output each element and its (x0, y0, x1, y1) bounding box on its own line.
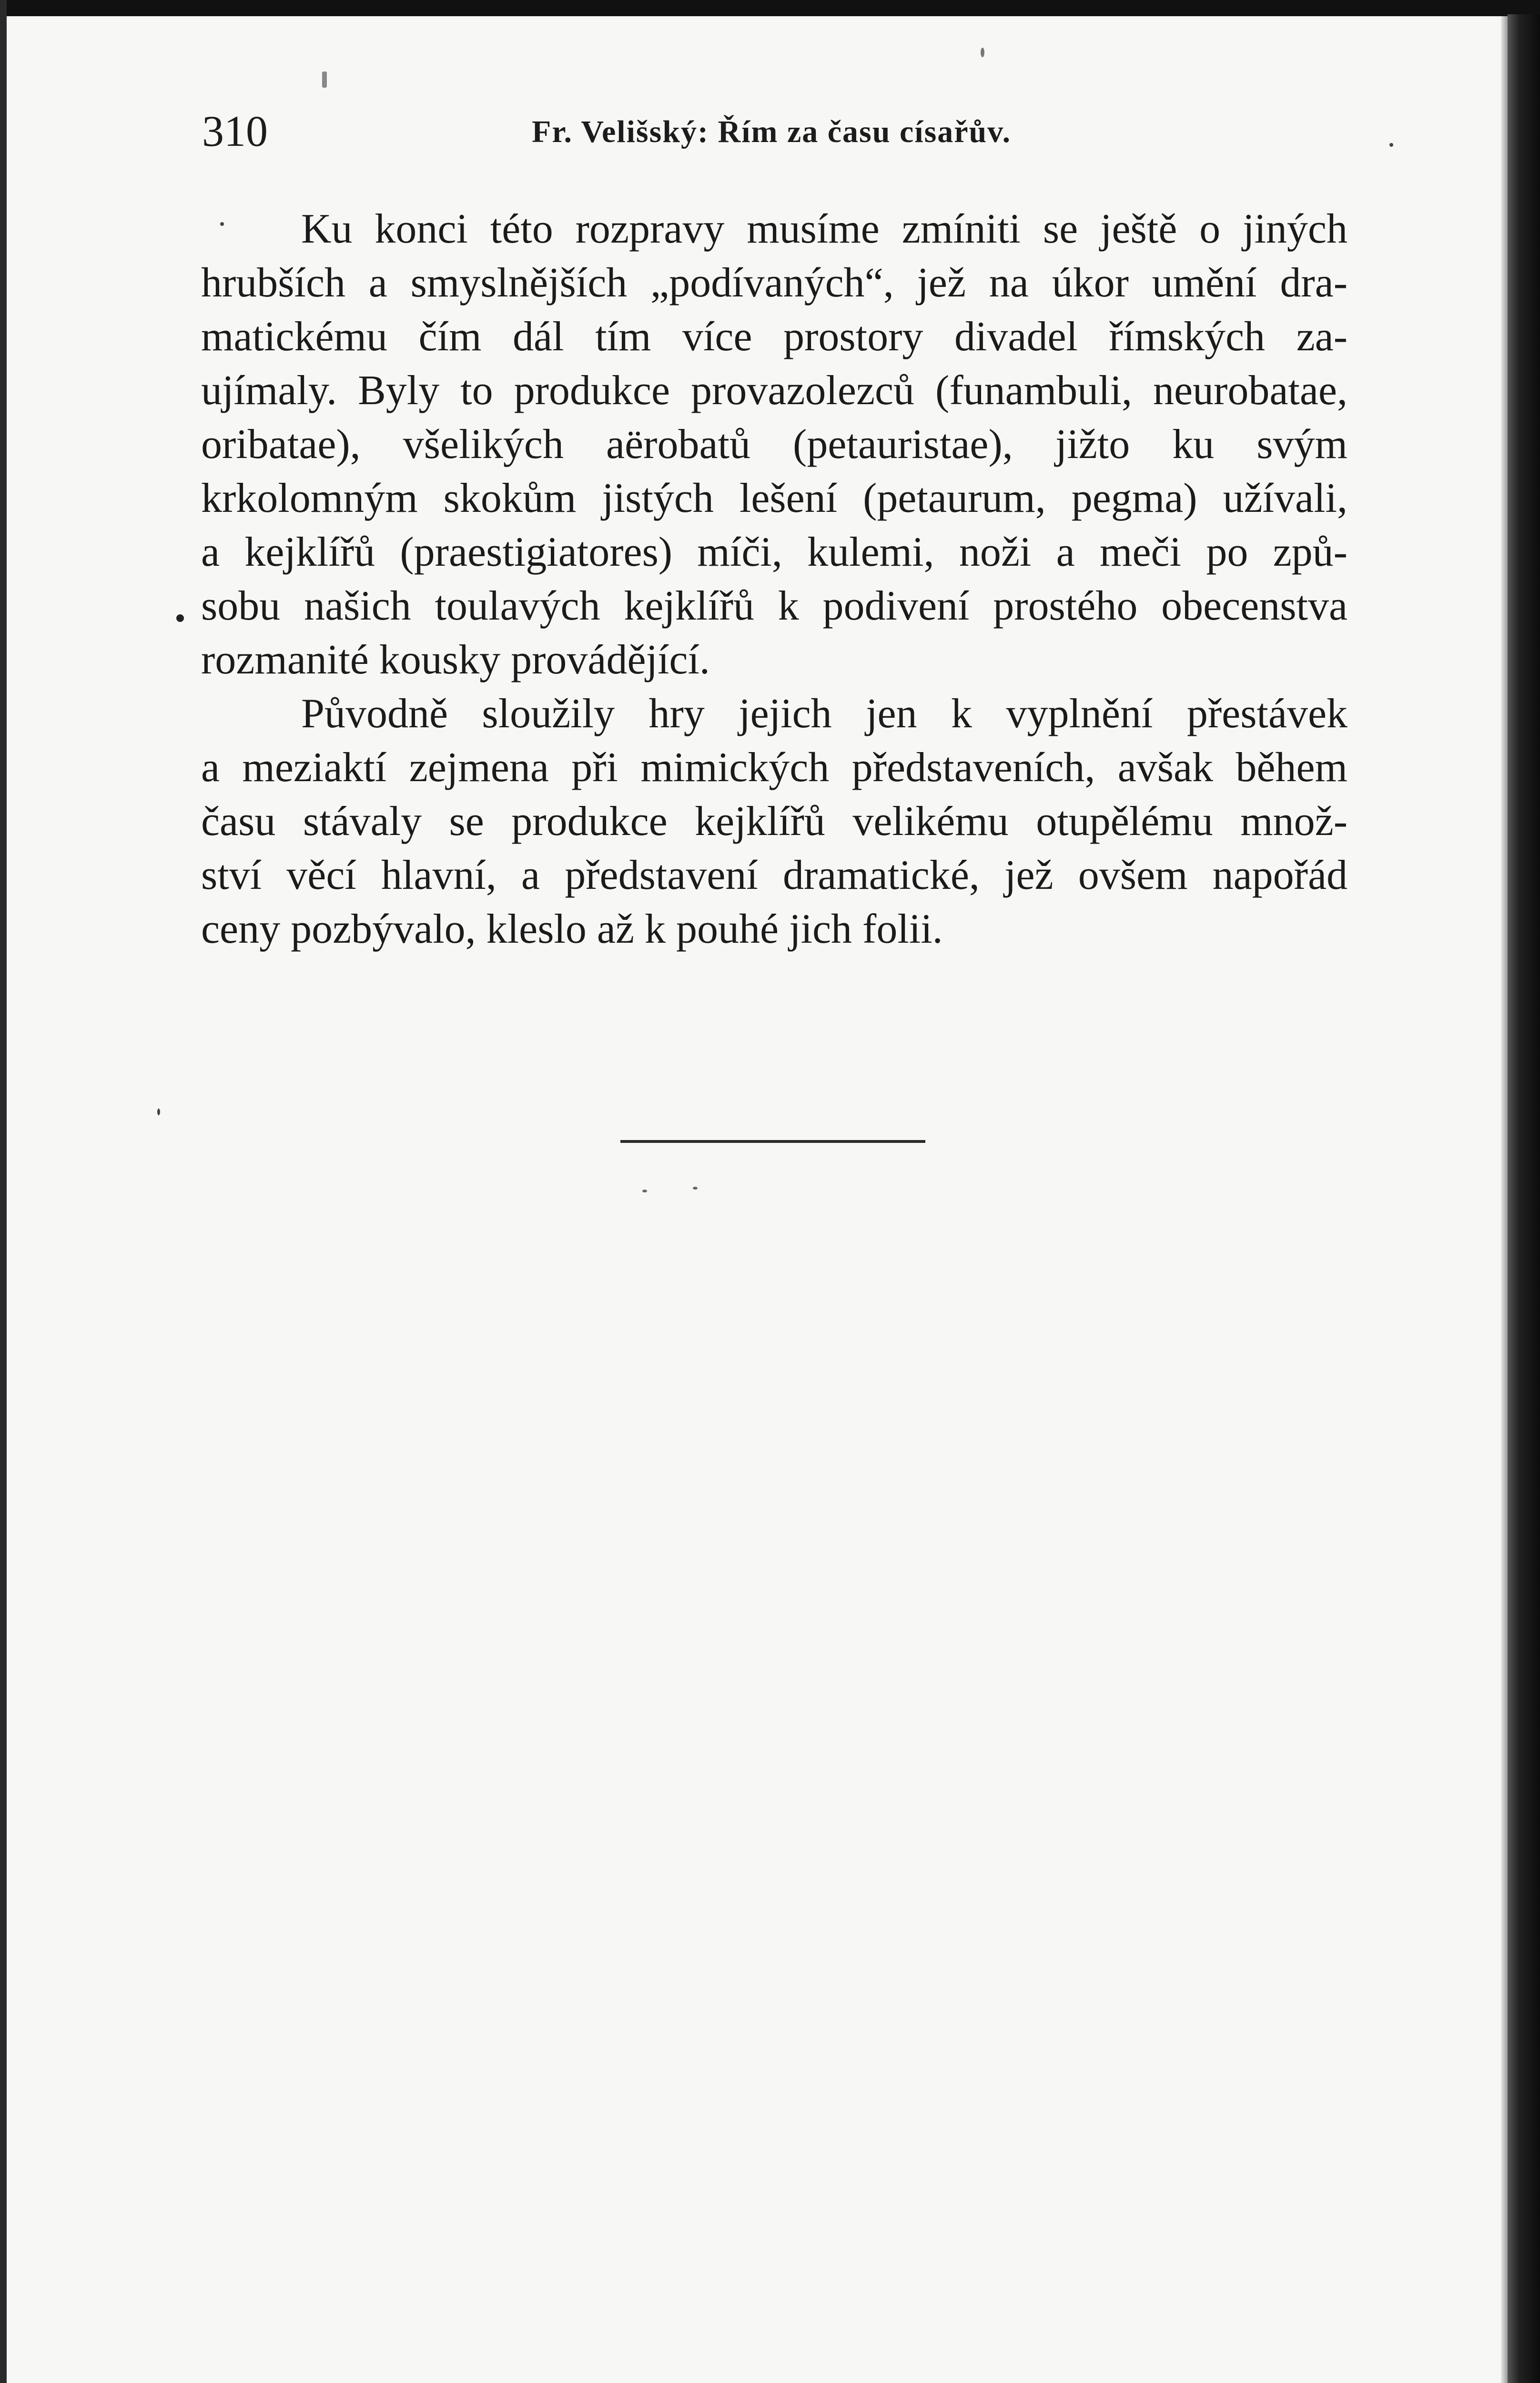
text-line: sobu našich toulavých kejklířů k podivení prostého obecenstva (201, 583, 1348, 629)
page-right-shadow (1501, 16, 1508, 2383)
paper-speck (1389, 143, 1393, 147)
text-line: ujímaly. Byly to produkce provazolezců (funambuli, neurobatae, (201, 367, 1348, 414)
running-head (202, 100, 1346, 157)
running-title: Fr. Velišský: Řím za času císařův. (532, 114, 1012, 149)
text-line: matickému čím dál tím více prostory divadel římských za- (201, 314, 1348, 360)
paper-speck (157, 1109, 160, 1115)
text-line: a meziaktí zejmena při mimických představeních, avšak během (201, 744, 1348, 791)
book-binding-edge (1508, 14, 1540, 2383)
body-text (201, 202, 1348, 956)
text-line: Původně sloužily hry jejich jen k vyplnění přestávek (301, 691, 1348, 737)
text-line: času stávaly se produkce kejklířů velikému otupělému množ- (201, 798, 1348, 845)
paper-speck (322, 71, 327, 88)
paper-speck (981, 48, 984, 57)
text-line: krkolomným skokům jistých lešení (petaurum, pegma) užívali, (201, 475, 1348, 521)
paper-speck (642, 1190, 647, 1192)
section-end-rule (620, 1140, 925, 1143)
scan-top-border (0, 0, 1540, 16)
text-line: ství věcí hlavní, a představení dramatické, jež ovšem napořád (201, 852, 1348, 898)
text-line: hrubších a smyslnějších „podívaných“, jež na úkor umění dra- (201, 260, 1348, 306)
scan-left-border (0, 0, 7, 2383)
text-line: Ku konci této rozpravy musíme zmíniti se ještě o jiných (301, 206, 1348, 252)
text-line: ceny pozbývalo, kleslo až k pouhé jich folii. (201, 906, 943, 952)
text-line: oribatae), všelikých aërobatů (petauristae), jižto ku svým (201, 421, 1348, 468)
paper-speck (176, 614, 184, 622)
page-number: 310 (202, 107, 268, 155)
paper-speck (693, 1187, 698, 1190)
text-line: rozmanité kousky provádějící. (201, 637, 710, 683)
text-line: a kejklířů (praestigiatores) míči, kulemi, noži a meči po způ- (201, 529, 1348, 575)
